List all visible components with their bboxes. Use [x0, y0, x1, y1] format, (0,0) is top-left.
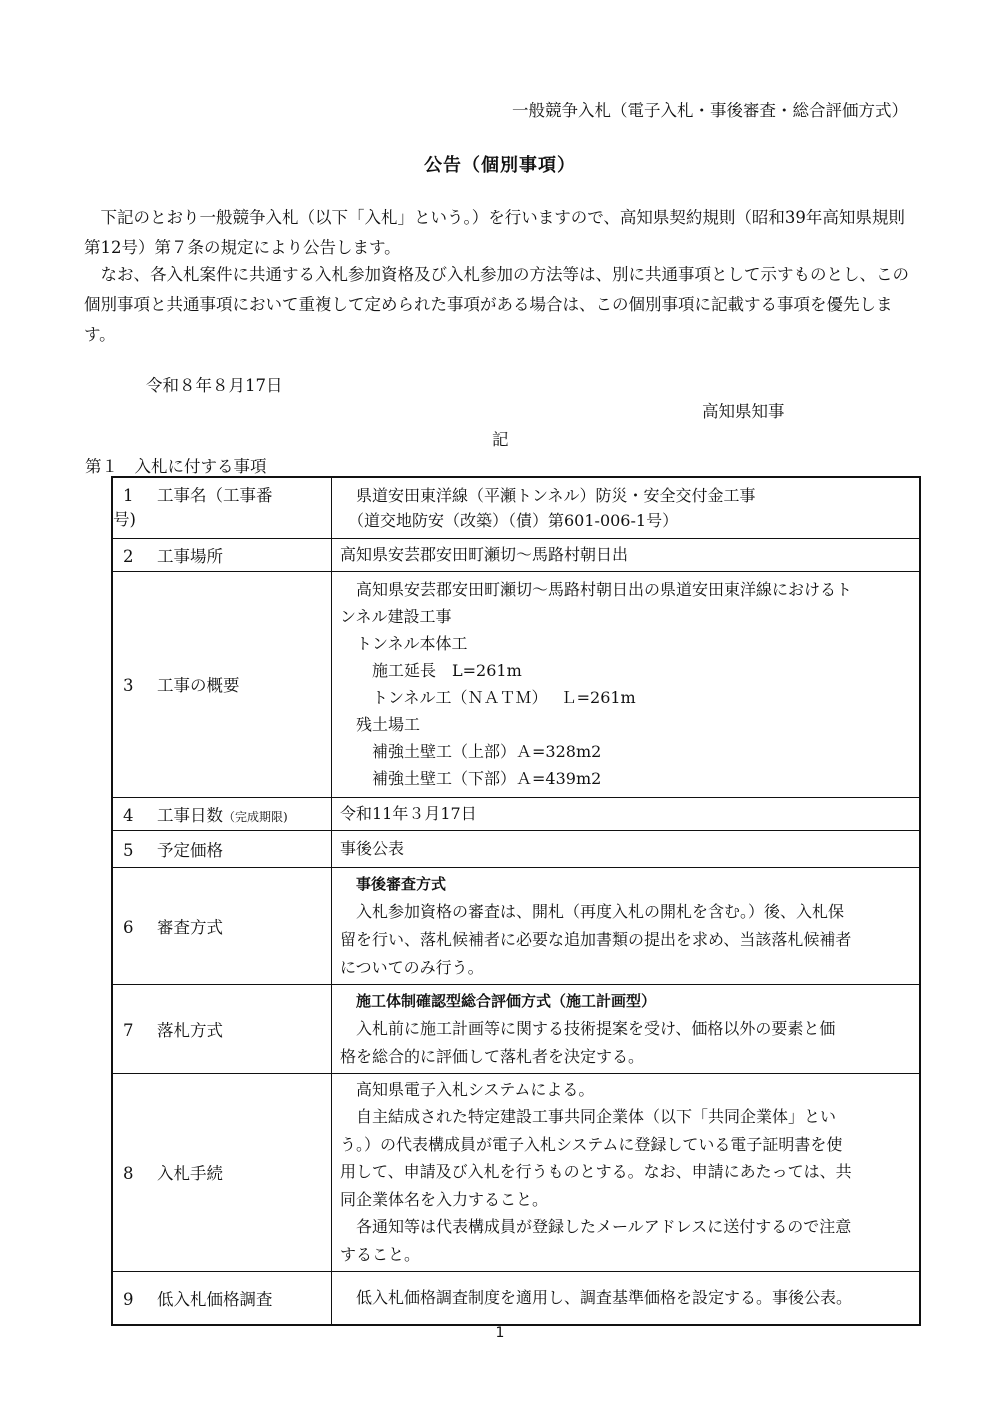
row-label	[112, 984, 332, 1073]
value-line: 残土場工	[340, 715, 421, 734]
value-line: う。）の代表構成員が電子入札システムに登録している電子証明書を使	[340, 1134, 843, 1154]
value-line: 入札前に施工計画等に関する技術提案を受け、価格以外の要素と価	[340, 1018, 836, 1038]
row-value	[332, 477, 921, 538]
row-value: 高知県安芸郡安田町瀬切～馬路村朝日出	[332, 538, 921, 571]
value-line: 留を行い、落札候補者に必要な追加書類の提出を求め、当該落札候補者	[340, 929, 852, 949]
table-row	[112, 867, 920, 984]
value-line: についてのみ行う。	[340, 957, 484, 977]
row-number: 5	[123, 840, 134, 860]
table-row	[112, 797, 920, 830]
table-row	[112, 477, 920, 538]
row-number: 6	[123, 917, 134, 937]
row-number: 1	[123, 486, 134, 505]
row-value	[332, 571, 921, 797]
page-number: 1	[495, 1325, 505, 1341]
intro-paragraph-1: 下記のとおり一般競争入札（以下「入札」という。）を行いますので、高知県契約規則（昭和39年高知県規則第12号）第７条の規定により公告します。	[84, 208, 905, 257]
section-title: 第１ 入札に付する事項	[85, 457, 267, 476]
row-value	[332, 1073, 921, 1271]
value-heading: 事後審査方式	[356, 874, 447, 893]
row-label-text: 工事名（工事番	[157, 486, 273, 505]
value-line: 各通知等は代表構成員が登録したメールアドレスに送付するので注意	[340, 1217, 852, 1237]
row-label	[112, 797, 332, 830]
value-line: 同企業体名を入力すること。	[340, 1189, 549, 1209]
table-row	[112, 1073, 920, 1271]
ki-marker: 記	[492, 430, 509, 449]
row-number: 4	[123, 805, 134, 825]
row-label	[112, 477, 332, 538]
row-number: 9	[123, 1289, 134, 1309]
value-line: トンネル本体工	[340, 634, 468, 653]
table-row	[112, 538, 920, 571]
row-number: 8	[123, 1164, 134, 1183]
row-label-text: 予定価格	[157, 840, 223, 860]
row-label	[112, 538, 332, 571]
row-value: 事後公表	[332, 830, 921, 867]
value-line: 補強土壁工（上部）Ａ=328m2	[340, 742, 602, 761]
value-line: 高知県安芸郡安田町瀬切～馬路村朝日出の県道安田東洋線におけるト	[340, 580, 853, 599]
page-title: 公告（個別事項）	[424, 155, 576, 176]
intro-paragraph-2: なお、各入札案件に共通する入札参加資格及び入札参加の方法等は、別に共通事項として示すものとし、この個別事項と共通事項において重複して定められた事項がある場合は、この個別事項に記載する事項を優先します。	[84, 265, 909, 344]
value-line: 用して、申請及び入札を行うものとする。なお、申請にあたっては、共	[340, 1162, 852, 1182]
bid-items-table	[111, 476, 921, 1326]
row-label-text-cont: 号)	[113, 510, 136, 529]
row-label-text: 工事の概要	[157, 676, 240, 695]
row-label-text: 工事場所	[157, 546, 223, 566]
value-line: 補強土壁工（下部）Ａ=439m2	[340, 769, 602, 788]
row-label	[112, 1271, 332, 1325]
row-number: 2	[123, 546, 134, 566]
value-line: （道交地防安（改築）（債）第601-006-1号）	[340, 510, 679, 530]
value-line: トンネル工（ＮＡＴＭ） Ｌ=261m	[340, 688, 636, 707]
value-heading: 施工体制確認型総合評価方式（施工計画型）	[356, 991, 657, 1010]
row-label-text: 審査方式	[157, 917, 223, 937]
row-number: 7	[123, 1020, 134, 1040]
row-label-text: 低入札価格調査	[157, 1289, 273, 1309]
value-line: ンネル建設工事	[340, 607, 452, 626]
table-row	[112, 984, 920, 1073]
value-line: 高知県電子入札システムによる。	[340, 1079, 595, 1099]
row-label	[112, 830, 332, 867]
table-row	[112, 1271, 920, 1325]
row-label-text: 落札方式	[157, 1020, 223, 1040]
table-row	[112, 571, 920, 797]
value-line: 入札参加資格の審査は、開札（再度入札の開札を含む。）後、入札保	[340, 901, 845, 921]
bidding-method-header: 一般競争入札（電子入札・事後審査・総合評価方式）	[512, 101, 908, 120]
value-line: 県道安田東洋線（平瀬トンネル）防災・安全交付金工事	[340, 485, 756, 505]
value-line: 施工延長 L=261m	[340, 661, 522, 680]
row-number: 3	[123, 676, 134, 695]
row-label-text: 入札手続	[157, 1164, 223, 1183]
value-line: 自主結成された特定建設工事共同企業体（以下「共同企業体」とい	[340, 1107, 837, 1127]
value-line: 格を総合的に評価して落札者を決定する。	[340, 1046, 645, 1066]
notice-date: 令和８年８月17日	[146, 376, 283, 395]
row-label	[112, 571, 332, 797]
issuer: 高知県知事	[702, 402, 785, 421]
row-value: 低入札価格調査制度を適用し、調査基準価格を設定する。事後公表。	[332, 1271, 921, 1325]
row-label-small: （完成期限)	[223, 809, 288, 824]
row-value	[332, 984, 921, 1073]
row-label-text: 工事日数	[157, 805, 223, 825]
table-row	[112, 830, 920, 867]
value-line: すること。	[340, 1244, 421, 1264]
row-label	[112, 1073, 332, 1271]
row-value	[332, 867, 921, 984]
row-value: 令和11年３月17日	[332, 797, 921, 830]
row-label	[112, 867, 332, 984]
